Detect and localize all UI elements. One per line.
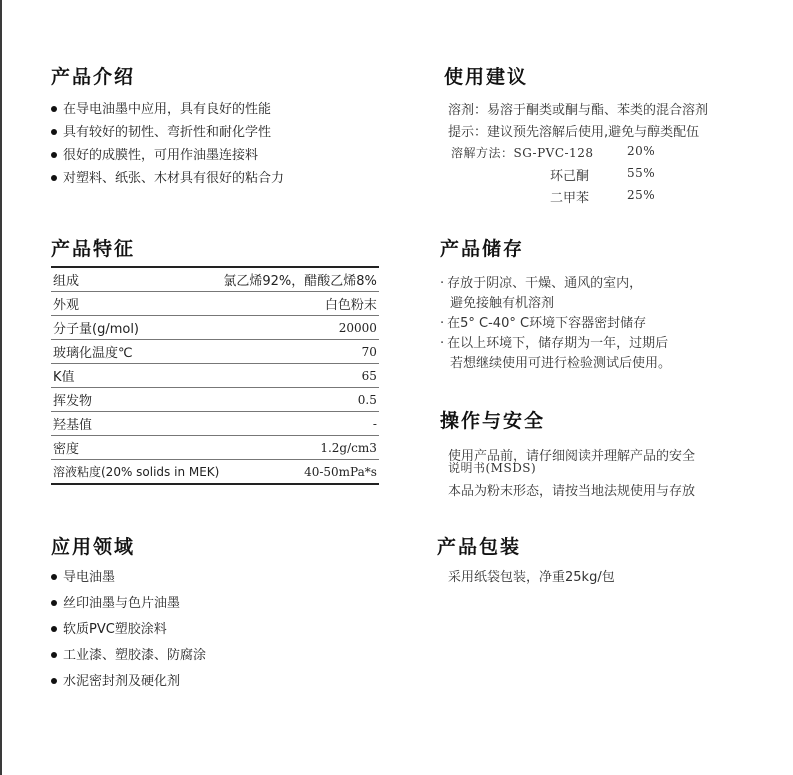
row-label: 组成 [51,267,221,292]
table-row [51,267,379,292]
intro-item: 在导电油墨中应用，具有良好的性能 [51,98,271,117]
application-item: 工业漆、塑胶漆、防腐涂 [51,644,206,663]
bullet-icon [51,574,57,580]
bullet-icon [51,129,57,135]
storage-title: 产品储存 [440,238,525,260]
storage-line: · 在以上环境下，储存期为一年，过期后 [440,336,669,351]
row-label: 外观 [51,292,221,316]
row-label: 密度 [51,436,221,460]
application-item: 导电油墨 [51,566,115,585]
row-label: 分子量(g/mol) [51,316,221,340]
ingredient-name: 环己酮 [550,169,590,184]
packaging-text: 采用纸袋包装，净重25kg/包 [448,570,615,585]
packaging-title: 产品包装 [437,536,522,558]
row-value: 70 [221,340,379,364]
table-row [51,316,379,340]
intro-title: 产品介绍 [51,66,136,88]
table-row [51,388,379,412]
applications-title: 应用领域 [51,536,136,558]
bullet-icon [51,106,57,112]
application-item: 软质PVC塑胶涂料 [51,618,167,637]
storage-line: · 存放于阴凉、干燥、通风的室内， [440,276,643,291]
table-row [51,292,379,316]
intro-item: 具有较好的韧性、弯折性和耐化学性 [51,121,271,140]
usage-title: 使用建议 [444,66,529,88]
row-value: 0.5 [221,388,379,412]
row-value: 40-50mPa*s [221,460,379,485]
usage-solvent: 溶剂：易溶于酮类或酮与酯、苯类的混合溶剂 [448,103,709,118]
left-border [0,0,2,775]
bullet-icon [51,678,57,684]
row-value: - [221,412,379,436]
bullet-icon [51,600,57,606]
storage-line: · 在5° C-40° C环境下容器密封储存 [440,316,647,331]
usage-method: 溶解方法：SG-PVC-128 [451,146,594,160]
safety-line: 使用产品前，请仔细阅读并理解产品的安全 [448,449,696,464]
features-title: 产品特征 [51,238,136,260]
table-row [51,364,379,388]
table-row [51,412,379,436]
table-row [51,340,379,364]
row-value: 65 [221,364,379,388]
row-value: 白色粉末 [221,292,379,316]
bullet-icon: · [440,276,445,291]
usage-tip: 提示：建议预先溶解后使用,避免与醇类配伍 [448,125,700,140]
table-row [51,436,379,460]
application-item: 丝印油墨与色片油墨 [51,592,180,611]
row-label: 溶液粘度(20% solids in MEK) [51,460,221,485]
application-item: 水泥密封剂及硬化剂 [51,670,180,689]
table-row [51,460,379,485]
safety-line: 本品为粉末形态，请按当地法规使用与存放 [448,484,696,499]
usage-method-pct: 20% [627,144,656,158]
row-label: K值 [51,364,221,388]
intro-item: 很好的成膜性，可用作油墨连接料 [51,144,258,163]
ingredient-name: 二甲苯 [550,191,590,206]
bullet-icon: · [440,336,445,351]
ingredient-pct: 55% [627,166,656,180]
row-label: 挥发物 [51,388,221,412]
row-value: 20000 [221,316,379,340]
safety-line: 说明书(MSDS) [448,461,537,475]
row-label: 玻璃化温度℃ [51,340,221,364]
bullet-icon [51,152,57,158]
storage-line: 避免接触有机溶剂 [450,296,555,311]
ingredient-pct: 25% [627,188,656,202]
row-label: 羟基值 [51,412,221,436]
bullet-icon [51,626,57,632]
storage-line: 若想继续使用可进行检验测试后使用。 [450,356,672,371]
features-table [51,266,379,485]
bullet-icon [51,652,57,658]
row-value: 1.2g/cm3 [221,436,379,460]
intro-item: 对塑料、纸张、木材具有很好的粘合力 [51,167,284,186]
row-value: 氯乙烯92%，醋酸乙烯8% [221,267,379,292]
bullet-icon [51,175,57,181]
safety-title: 操作与安全 [440,410,546,432]
bullet-icon: · [440,316,445,331]
